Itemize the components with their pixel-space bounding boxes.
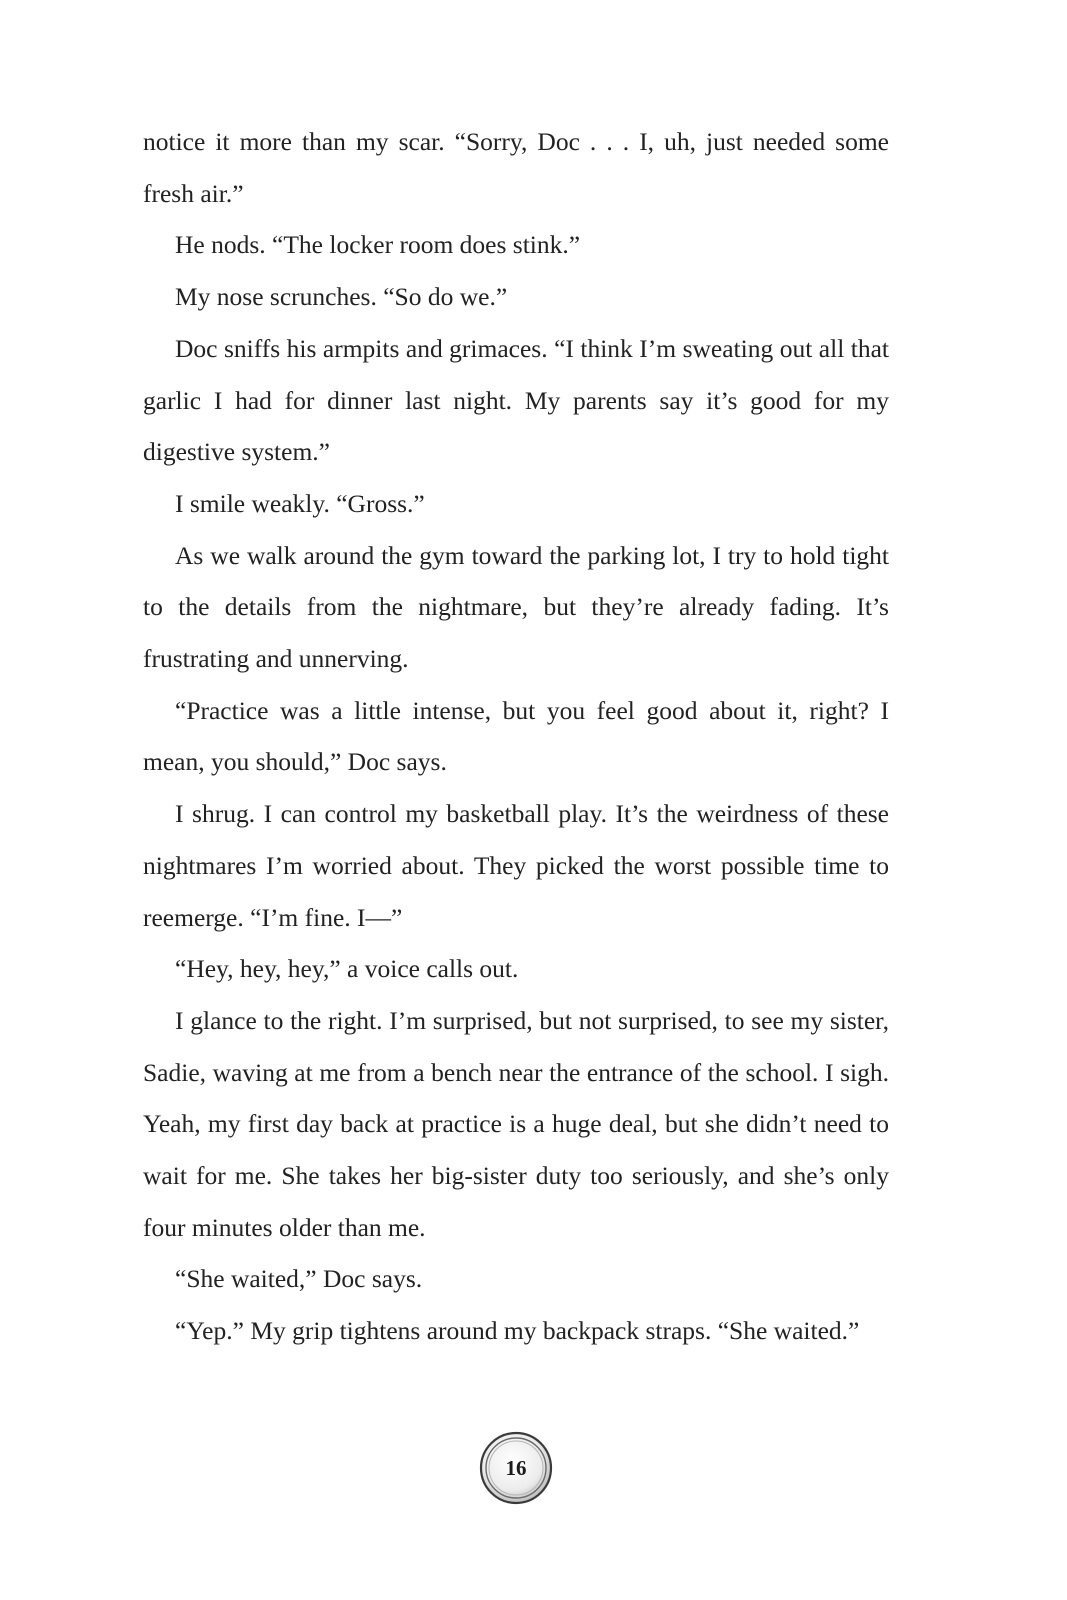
paragraph: “Hey, hey, hey,” a voice calls out. — [175, 954, 519, 984]
paragraph: “Practice was a little intense, but you feel good about it, right? I mean, you should,” Doc says. — [143, 695, 889, 777]
paragraph: Doc sniffs his armpits and grimaces. “I think I’m sweating out all that garlic I had for dinner last night. My parents say it’s good for my digestive system.” — [143, 333, 889, 467]
paragraph: I shrug. I can control my basketball play. It’s the weirdness of these nightmares I’m worried about. They picked the worst possible time to reemerge. “I’m fine. I—” — [143, 799, 889, 932]
paragraph: “Yep.” My grip tightens around my backpack straps. “She waited.” — [175, 1316, 860, 1346]
paragraph: As we walk around the gym toward the parking lot, I try to hold tight to the details from the nightmare, but they’re already fading. It’s frustrating and unnerving. — [143, 540, 889, 674]
page-body — [143, 116, 889, 1357]
paragraph: I smile weakly. “Gross.” — [175, 488, 425, 518]
paragraph: notice it more than my scar. “Sorry, Doc . . . I, uh, just needed some fresh air.” — [143, 127, 889, 208]
paragraph: I glance to the right. I’m surprised, but not surprised, to see my sister, Sadie, waving at me from a bench near the entrance of the school. I sigh. Yeah, my first day back at practice is a huge deal, but she didn’t need to wait for me. She takes her big-sister duty too seriously, and she’s only four minutes older than me. — [143, 1005, 889, 1242]
paragraph: He nods. “The locker room does stink.” — [175, 230, 581, 260]
page-number: 16 — [505, 1456, 527, 1480]
page-number-badge — [479, 1431, 553, 1505]
paragraph: “She waited,” Doc says. — [175, 1264, 423, 1294]
paragraph: My nose scrunches. “So do we.” — [175, 282, 508, 312]
